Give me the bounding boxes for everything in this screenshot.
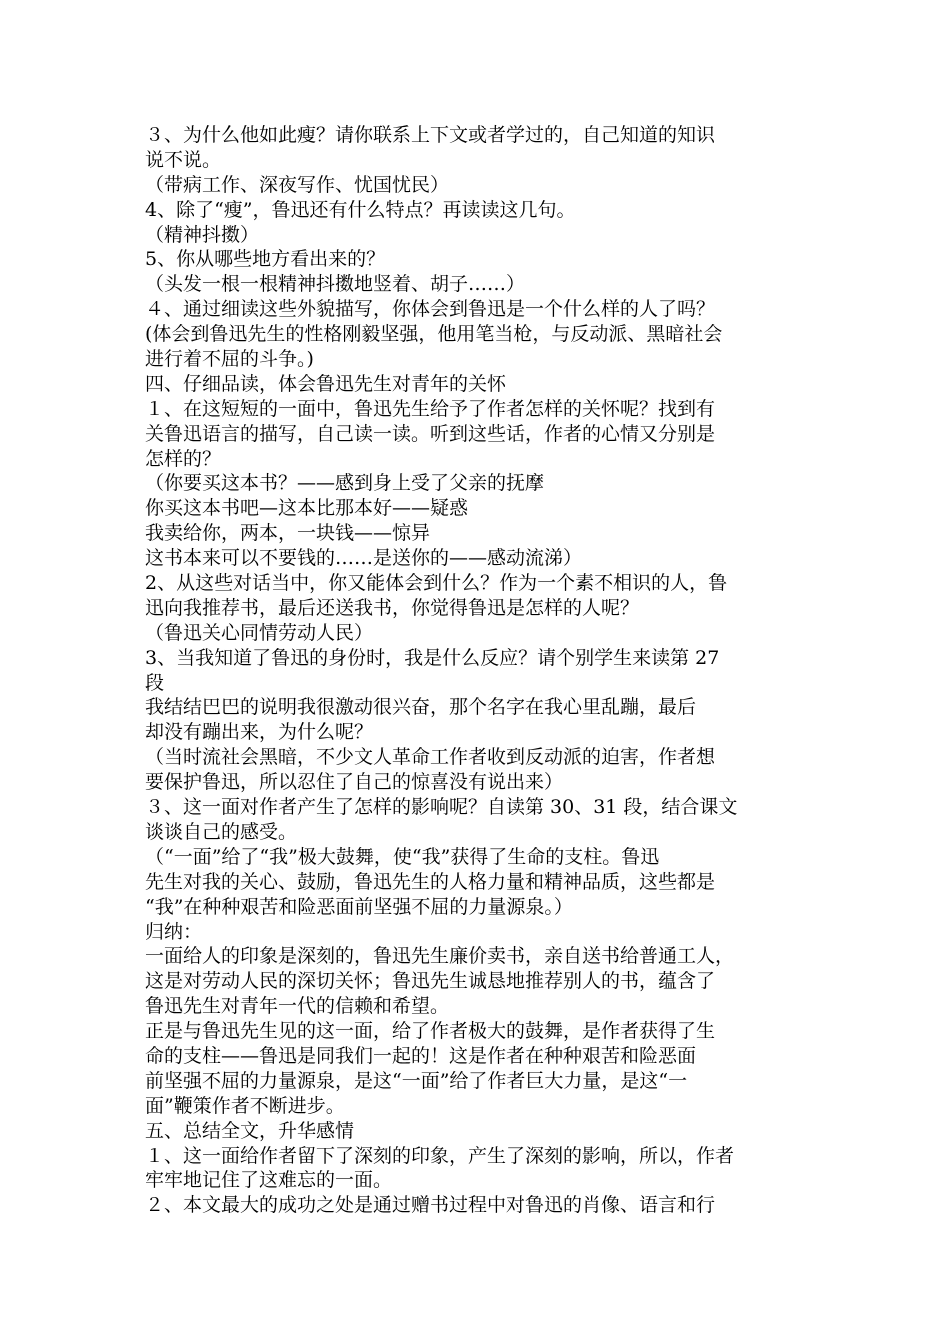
text-line: （精神抖擞） [145,223,260,246]
text-line: （“一面”给了“我”极大鼓舞，使“我”获得了生命的支柱。鲁迅 [145,845,660,868]
text-line: 一面给人的印象是深刻的，鲁迅先生廉价卖书，亲自送书给普通工人， [145,945,735,968]
text-line: 牢牢地记住了这难忘的一面。 [145,1169,393,1192]
text-line: 关鲁迅语言的描写，自己读一读。听到这些话，作者的心情又分别是 [145,422,716,445]
text-line: 前坚强不屈的力量源泉，是这“一面”给了作者巨大力量，是这“一 [145,1069,688,1092]
section-heading: 四、仔细品读，体会鲁迅先生对青年的关怀 [145,372,507,395]
text-line: （头发一根一根精神抖擞地竖着、胡子……） [145,273,526,296]
text-line: 谈谈自己的感受。 [145,820,298,843]
text-line: 5、你从哪些地方看出来的？ [145,248,386,271]
text-line: ３、为什么他如此瘦？请你联系上下文或者学过的，自己知道的知识 [145,124,716,146]
text-line: 2、从这些对话当中，你又能体会到什么？作为一个素不相识的人，鲁 [145,572,728,595]
text-line: 命的支柱——鲁迅是同我们一起的！这是作者在种种艰苦和险恶面 [145,1044,697,1067]
text-line: 鲁迅先生对青年一代的信赖和希望。 [145,995,450,1018]
text-line: (体会到鲁迅先生的性格刚毅坚强，他用笔当枪，与反动派、黑暗社会 [145,323,723,346]
text-line: 4、除了“瘦”，鲁迅还有什么特点？再读读这几句。 [145,198,576,221]
text-line: 却没有蹦出来，为什么呢？ [145,721,374,744]
text-line: （当时流社会黑暗，不少文人革命工作者收到反动派的迫害，作者想 [145,746,716,769]
text-line: ３、这一面对作者产生了怎样的影响呢？自读第 30、31 段，结合课文 [145,796,738,819]
text-line: １、在这短短的一面中，鲁迅先生给予了作者怎样的关怀呢？找到有 [145,397,716,420]
text-line: （鲁迅关心同情劳动人民） [145,621,374,644]
text-line: 我结结巴巴的说明我很激动很兴奋，那个名字在我心里乱蹦，最后 [145,696,697,719]
text-line: “我”在种种艰苦和险恶面前坚强不屈的力量源泉。） [145,895,573,918]
text-line: 我卖给你，两本，一块钱——惊异 [145,522,431,545]
text-line: 这是对劳动人民的深切关怀；鲁迅先生诚恳地推荐别人的书，蕴含了 [145,970,716,993]
document-page [145,123,817,1218]
text-line: ２、本文最大的成功之处是通过赠书过程中对鲁迅的肖像、语言和行 [145,1194,716,1217]
text-line: 这书本来可以不要钱的……是送你的——感动流涕） [145,547,583,570]
text-line: 段 [145,671,165,694]
section-heading: 五、总结全文，升华感情 [145,1119,355,1142]
text-line: 迅向我推荐书，最后还送我书，你觉得鲁迅是怎样的人呢？ [145,596,640,619]
text-line: 要保护鲁迅，所以忍住了自己的惊喜没有说出来） [145,771,564,794]
text-line: 面”鞭策作者不断进步。 [145,1094,345,1117]
text-line: 怎样的？ [145,447,222,470]
text-line: 你买这本书吧—这本比那本好——疑惑 [145,497,469,520]
text-line: （带病工作、深夜写作、忧国忧民） [145,173,450,196]
text-line: 正是与鲁迅先生见的这一面，给了作者极大的鼓舞，是作者获得了生 [145,1020,716,1043]
text-line: （你要买这本书？——感到身上受了父亲的抚摩 [145,472,545,495]
section-heading: 归纳： [145,920,203,943]
text-line: １、这一面给作者留下了深刻的印象，产生了深刻的影响，所以，作者 [145,1144,735,1167]
text-line: 说不说。 [145,148,222,171]
text-line: 3、当我知道了鲁迅的身份时，我是什么反应？请个别学生来读第 27 [145,646,720,669]
text-line: 先生对我的关心、鼓励，鲁迅先生的人格力量和精神品质，这些都是 [145,870,716,893]
text-line: ４、通过细读这些外貌描写，你体会到鲁迅是一个什么样的人了吗？ [145,298,716,321]
text-line: 进行着不屈的斗争。) [145,348,314,371]
